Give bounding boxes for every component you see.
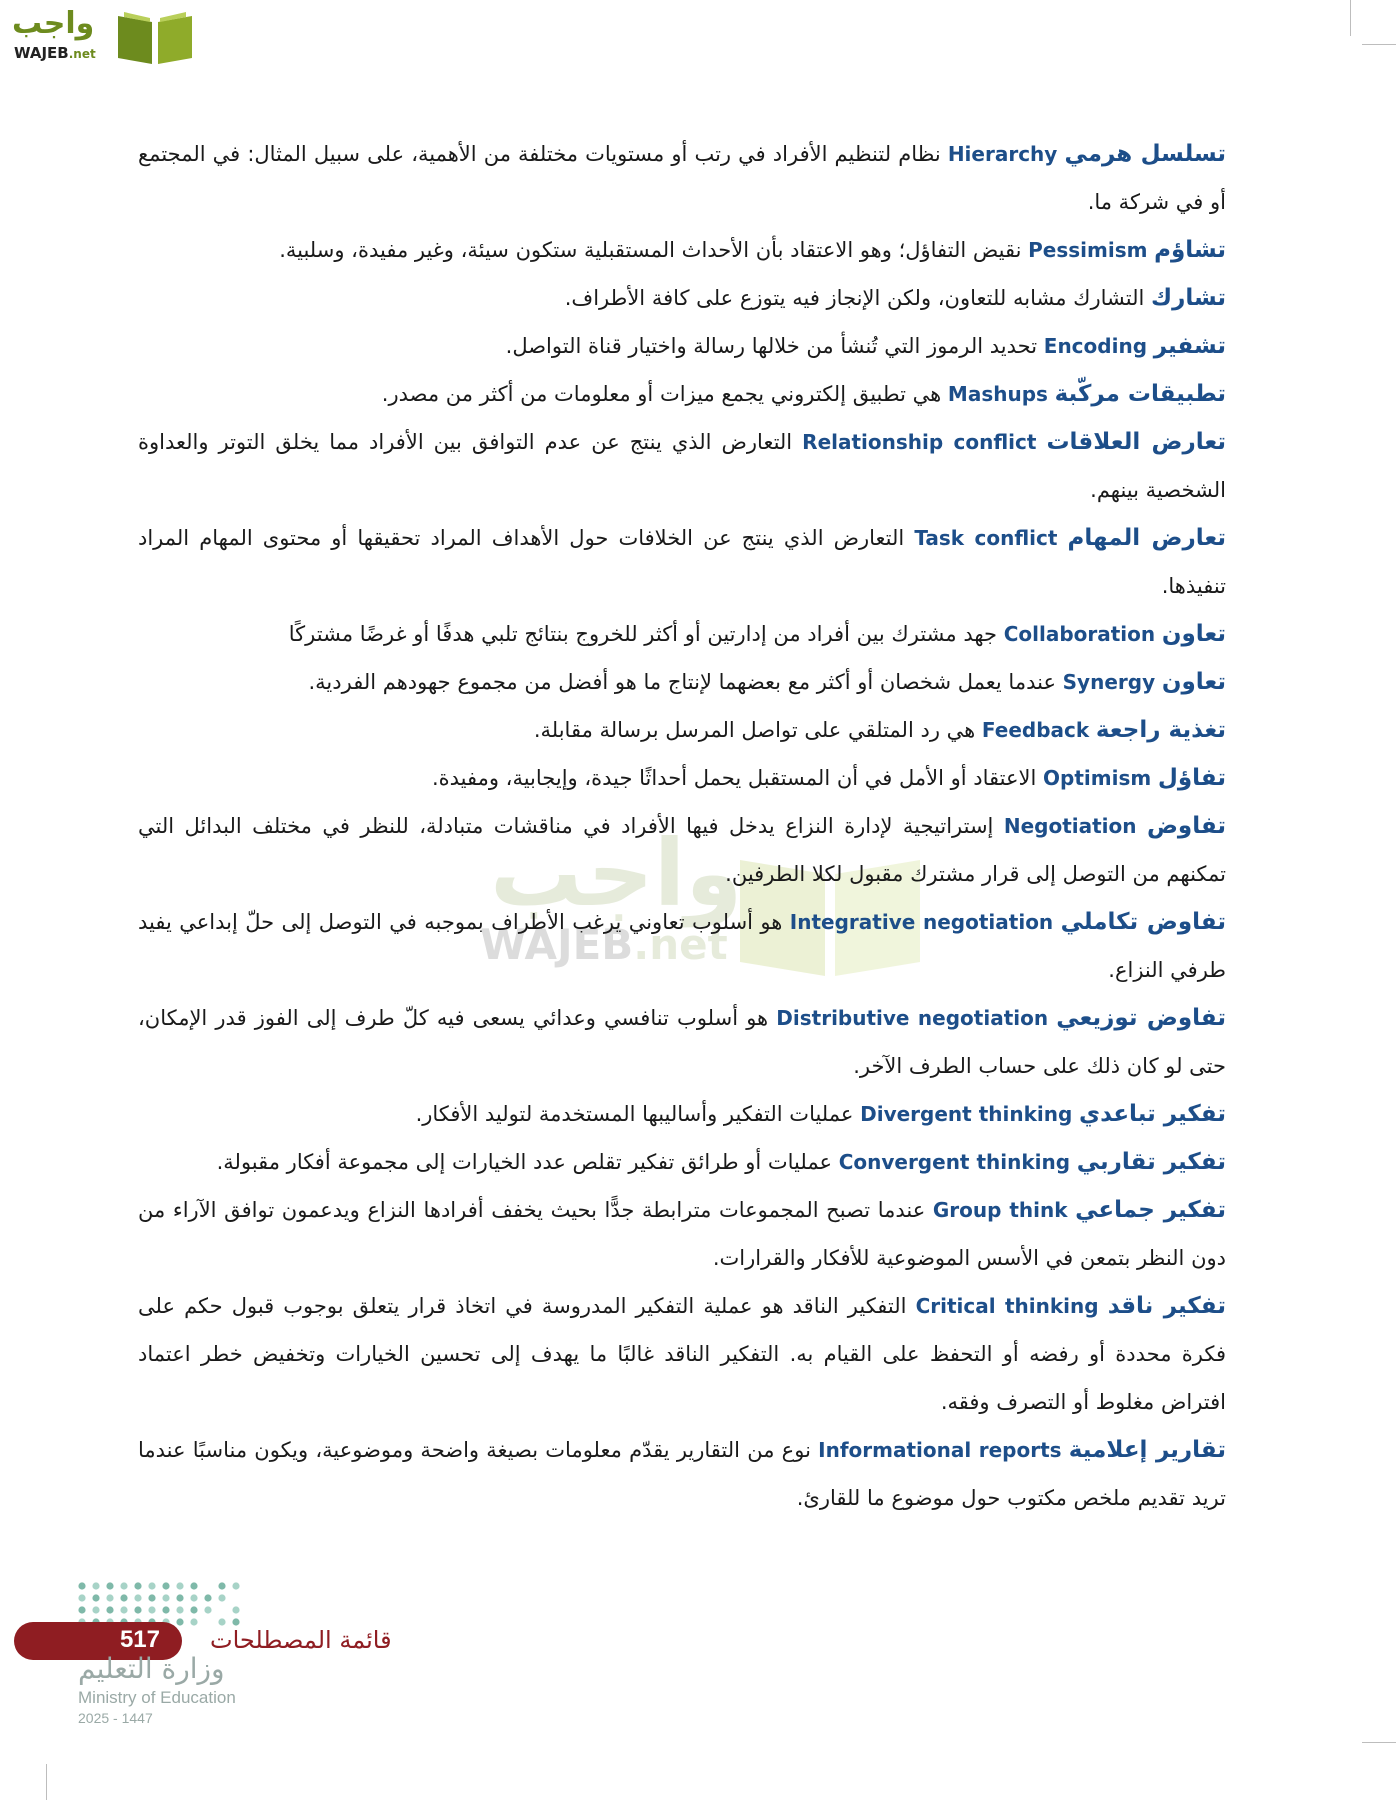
logo-dot [92, 1582, 99, 1589]
glossary-entry [138, 514, 1226, 610]
term-english: Task conflict [914, 526, 1058, 550]
term-definition: نقيض التفاؤل؛ وهو الاعتقاد بأن الأحداث المستقبلية ستكون سيئة، وغير مفيدة، وسلبية. [279, 238, 1022, 262]
logo-dot [232, 1606, 239, 1613]
term-english: Mashups [947, 382, 1048, 406]
logo-dot [232, 1618, 239, 1625]
term-english: Divergent thinking [860, 1102, 1073, 1126]
term-english: Informational reports [818, 1438, 1062, 1462]
crop-mark [46, 1764, 47, 1800]
term-definition: هي تطبيق إلكتروني يجمع ميزات أو معلومات من أكثر من مصدر. [381, 382, 942, 406]
glossary-entry [138, 226, 1226, 274]
term-arabic: تسلسل هرمي [1064, 141, 1226, 167]
logo-dot [176, 1594, 183, 1601]
term-arabic: تعارض المهام [1067, 525, 1226, 551]
term-english: Optimism [1043, 766, 1152, 790]
glossary-entry [138, 370, 1226, 418]
term-arabic: تفاوض تكاملي [1060, 909, 1226, 935]
logo-dot [92, 1606, 99, 1613]
term-arabic: تغذية راجعة [1095, 717, 1226, 743]
term-arabic: تعارض العلاقات [1046, 429, 1226, 455]
term-definition: هو أسلوب تنافسي وعدائي يسعى فيه كلّ طرف إلى الفوز قدر الإمكان، حتى لو كان ذلك على حساب الطرف الآخر. [138, 1006, 1226, 1078]
term-definition: هي رد المتلقي على تواصل المرسل برسالة مقابلة. [533, 718, 976, 742]
logo-dot [176, 1582, 183, 1589]
term-definition: تحديد الرموز التي تُنشأ من خلالها رسالة واختيار قناة التواصل. [505, 334, 1038, 358]
glossary-entry [138, 274, 1226, 322]
term-definition: التشارك مشابه للتعاون، ولكن الإنجاز فيه يتوزع على كافة الأطراف. [564, 286, 1145, 310]
logo-dot [190, 1594, 197, 1601]
term-arabic: تعاون [1161, 621, 1226, 647]
glossary-entry [138, 898, 1226, 994]
glossary-entry [138, 610, 1226, 658]
term-english: Distributive negotiation [776, 1006, 1049, 1030]
term-definition: التعارض الذي ينتج عن الخلافات حول الأهداف المراد تحقيقها أو محتوى المهام المراد تنفيذها. [138, 526, 1226, 598]
logo-dot [106, 1582, 113, 1589]
logo-dot [78, 1606, 85, 1613]
term-definition: عندما تصبح المجموعات مترابطة جدًّا بحيث يخفف أفرادها النزاع ويدعمون توافق الآراء من دون النظر بتمعن في الأسس الموضوعية للأفكار والقرارات. [138, 1198, 1226, 1270]
logo-dot [218, 1594, 225, 1601]
term-definition: نوع من التقارير يقدّم معلومات بصيغة واضحة وموضوعية، ويكون مناسبًا عندما تريد تقديم ملخص مكتوب حول موضوع ما للقارئ. [138, 1438, 1226, 1510]
logo-dot [120, 1582, 127, 1589]
logo-dot [134, 1594, 141, 1601]
term-arabic: تطبيقات مركّبة [1054, 381, 1226, 407]
term-english: Hierarchy [947, 142, 1058, 166]
term-english: Synergy [1062, 670, 1156, 694]
logo-dot [176, 1618, 183, 1625]
term-arabic: تفكير ناقد [1107, 1293, 1226, 1319]
term-english: Group think [932, 1198, 1068, 1222]
logo-dot [78, 1594, 85, 1601]
logo-dot [190, 1606, 197, 1613]
term-definition: عندما يعمل شخصان أو أكثر مع بعضهما لإنتاج ما هو أفضل من مجموع جهودهم الفردية. [308, 670, 1056, 694]
glossary-entry [138, 754, 1226, 802]
logo-dot [218, 1582, 225, 1589]
logo-dot [204, 1606, 211, 1613]
edition-year: 2025 - 1447 [78, 1710, 153, 1726]
wajeb-logo[interactable] [8, 4, 198, 70]
logo-dot [190, 1618, 197, 1625]
term-definition: التعارض الذي ينتج عن عدم التوافق بين الأفراد مما يخلق التوتر والعداوة الشخصية بينهم. [138, 430, 1226, 502]
glossary-entry [138, 1282, 1226, 1426]
glossary-entry [138, 706, 1226, 754]
logo-dot [204, 1594, 211, 1601]
term-arabic: تشفير [1153, 333, 1226, 359]
section-title: قائمة المصطلحات [210, 1626, 392, 1654]
term-english: Collaboration [1003, 622, 1156, 646]
logo-dot [162, 1594, 169, 1601]
logo-text-ar: واجب [12, 6, 95, 41]
logo-dot [92, 1594, 99, 1601]
glossary-entry [138, 658, 1226, 706]
term-arabic: تقارير إعلامية [1068, 1437, 1227, 1463]
term-definition: التفكير الناقد هو عملية التفكير المدروسة في اتخاذ قرار يتعلق بوجوب قبول حكم على فكرة محددة أو رفضه أو التحفظ على القيام به. التفكير الناقد غالبًا ما يهدف إلى تحسين الخيارات وتخفيض خطر اعتماد افتراض مغلوط أو التصرف وفقه. [138, 1294, 1226, 1414]
ministry-name-en: Ministry of Education [78, 1688, 236, 1707]
logo-dot [106, 1594, 113, 1601]
glossary-entry [138, 322, 1226, 370]
term-definition: جهد مشترك بين أفراد من إدارتين أو أكثر للخروج بنتائج تلبي هدفًا أو غرضًا مشتركًا [288, 622, 997, 646]
ministry-name-ar: وزارة التعليم [78, 1652, 225, 1685]
crop-mark [1350, 0, 1351, 36]
logo-dot [134, 1606, 141, 1613]
logo-dot [218, 1618, 225, 1625]
glossary-entry [138, 418, 1226, 514]
logo-dot [148, 1582, 155, 1589]
watermark-text-ar: واجب [490, 820, 743, 927]
glossary-entry [138, 130, 1226, 226]
term-english: Feedback [981, 718, 1090, 742]
logo-text-en: WAJEB.net [14, 44, 96, 62]
term-arabic: تفكير تقاربي [1076, 1149, 1226, 1175]
term-arabic: تشارك [1151, 285, 1226, 311]
glossary-entry [138, 802, 1226, 898]
term-definition: هو أسلوب تعاوني يرغب الأطراف بموجبه في التوصل إلى حلّ إبداعي يفيد طرفي النزاع. [138, 910, 1226, 982]
crop-mark [1362, 44, 1396, 45]
term-english: Integrative negotiation [789, 910, 1054, 934]
term-definition: عمليات التفكير وأساليبها المستخدمة لتوليد الأفكار. [415, 1102, 854, 1126]
term-arabic: تعاون [1161, 669, 1226, 695]
logo-dot [176, 1606, 183, 1613]
glossary-list [138, 130, 1226, 1522]
term-english: Negotiation [1003, 814, 1137, 838]
term-definition: الاعتقاد أو الأمل في أن المستقبل يحمل أحداثًا جيدة، وإيجابية، ومفيدة. [431, 766, 1037, 790]
term-english: Pessimism [1028, 238, 1148, 262]
term-arabic: تفكير تباعدي [1078, 1101, 1226, 1127]
term-definition: عمليات أو طرائق تفكير تقلص عدد الخيارات إلى مجموعة أفكار مقبولة. [216, 1150, 832, 1174]
glossary-entry [138, 1426, 1226, 1522]
glossary-entry [138, 1090, 1226, 1138]
term-arabic: تفاؤل [1157, 765, 1226, 791]
term-english: Critical thinking [915, 1294, 1099, 1318]
logo-dot [78, 1582, 85, 1589]
term-arabic: تشاؤم [1154, 237, 1226, 263]
watermark-text-en: WAJEB.net [480, 920, 728, 969]
glossary-entry [138, 1186, 1226, 1282]
crop-mark [1362, 1742, 1396, 1743]
logo-dot [232, 1582, 239, 1589]
term-arabic: تفاوض توزيعي [1056, 1005, 1226, 1031]
logo-dot [162, 1582, 169, 1589]
term-english: Convergent thinking [838, 1150, 1071, 1174]
term-definition: نظام لتنظيم الأفراد في رتب أو مستويات مختلفة من الأهمية، على سبيل المثال: في المجتمع أو في شركة ما. [138, 142, 1226, 214]
glossary-entry [138, 994, 1226, 1090]
term-definition: إستراتيجية لإدارة النزاع يدخل فيها الأفراد في مناقشات متبادلة، للنظر في مختلف البدائل التي تمكنهم من التوصل إلى قرار مشترك مقبول لكلا الطرفين. [138, 814, 1226, 886]
logo-dot [148, 1594, 155, 1601]
logo-dot [190, 1582, 197, 1589]
logo-dot [148, 1606, 155, 1613]
glossary-entry [138, 1138, 1226, 1186]
logo-dot [106, 1606, 113, 1613]
term-english: Encoding [1043, 334, 1148, 358]
page-number: 517 [119, 1626, 160, 1653]
term-arabic: تفاوض [1146, 813, 1227, 839]
logo-dot [120, 1594, 127, 1601]
logo-dot [134, 1582, 141, 1589]
term-arabic: تفكير جماعي [1075, 1197, 1226, 1223]
book-icon [114, 8, 196, 66]
logo-dot [162, 1606, 169, 1613]
logo-dot [120, 1606, 127, 1613]
term-english: Relationship conflict [802, 430, 1037, 454]
